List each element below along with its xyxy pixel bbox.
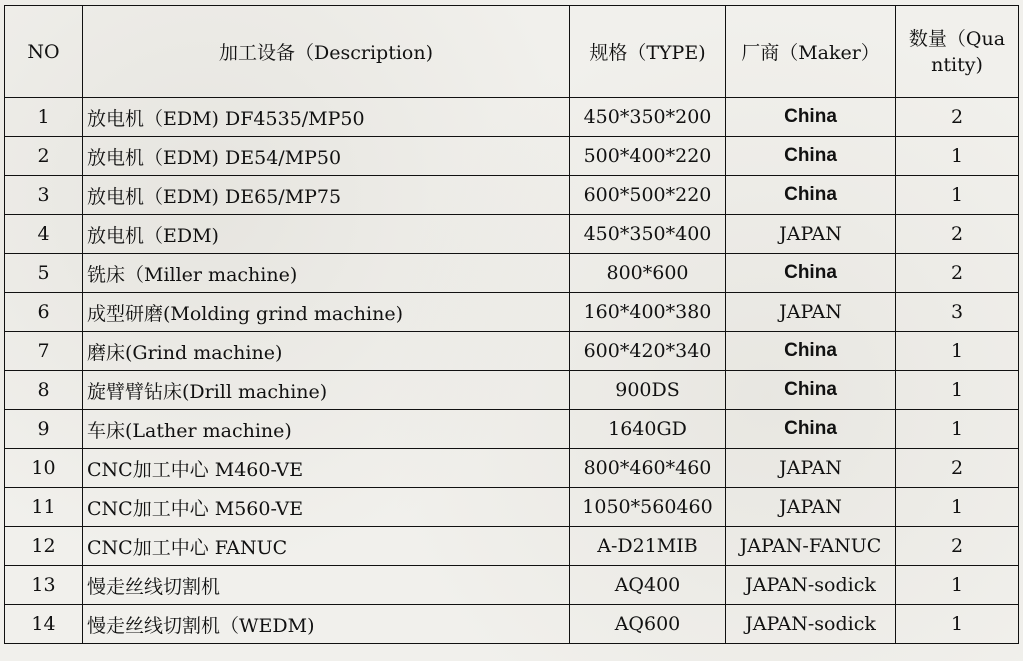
header-row bbox=[5, 6, 1019, 98]
cell-description: 磨床(Grind machine) bbox=[83, 332, 570, 371]
cell-quantity: 1 bbox=[896, 488, 1019, 527]
table-row bbox=[5, 527, 1019, 566]
cell-description: 成型研磨(Molding grind machine) bbox=[83, 293, 570, 332]
cell-type: 800*460*460 bbox=[570, 449, 726, 488]
cell-no: 3 bbox=[5, 176, 83, 215]
header-type: 规格（TYPE) bbox=[570, 6, 726, 98]
cell-type: 450*350*400 bbox=[570, 215, 726, 254]
table-row bbox=[5, 488, 1019, 527]
cell-description: 慢走丝线切割机（WEDM) bbox=[83, 605, 570, 644]
cell-no: 6 bbox=[5, 293, 83, 332]
cell-quantity: 2 bbox=[896, 527, 1019, 566]
cell-description: 放电机（EDM) DE65/MP75 bbox=[83, 176, 570, 215]
cell-maker: JAPAN-sodick bbox=[726, 566, 896, 605]
cell-no: 9 bbox=[5, 410, 83, 449]
cell-quantity: 2 bbox=[896, 449, 1019, 488]
cell-maker: JAPAN bbox=[726, 449, 896, 488]
cell-no: 1 bbox=[5, 98, 83, 137]
cell-quantity: 1 bbox=[896, 176, 1019, 215]
cell-description: CNC加工中心 M560-VE bbox=[83, 488, 570, 527]
cell-type: A-D21MIB bbox=[570, 527, 726, 566]
cell-maker: China bbox=[726, 410, 896, 449]
cell-maker: JAPAN bbox=[726, 488, 896, 527]
cell-quantity: 2 bbox=[896, 215, 1019, 254]
header-no: NO bbox=[5, 6, 83, 98]
cell-type: 900DS bbox=[570, 371, 726, 410]
cell-type: AQ600 bbox=[570, 605, 726, 644]
cell-type: AQ400 bbox=[570, 566, 726, 605]
table-row bbox=[5, 449, 1019, 488]
cell-description: 放电机（EDM) bbox=[83, 215, 570, 254]
cell-no: 11 bbox=[5, 488, 83, 527]
table-row bbox=[5, 410, 1019, 449]
table-row bbox=[5, 176, 1019, 215]
cell-type: 1050*560460 bbox=[570, 488, 726, 527]
cell-quantity: 1 bbox=[896, 605, 1019, 644]
cell-maker: JAPAN bbox=[726, 215, 896, 254]
cell-maker: China bbox=[726, 371, 896, 410]
table-row bbox=[5, 566, 1019, 605]
cell-no: 7 bbox=[5, 332, 83, 371]
cell-maker: China bbox=[726, 176, 896, 215]
table-row bbox=[5, 371, 1019, 410]
cell-type: 500*400*220 bbox=[570, 137, 726, 176]
cell-quantity: 1 bbox=[896, 137, 1019, 176]
cell-no: 13 bbox=[5, 566, 83, 605]
cell-no: 12 bbox=[5, 527, 83, 566]
cell-no: 5 bbox=[5, 254, 83, 293]
cell-type: 600*500*220 bbox=[570, 176, 726, 215]
cell-description: CNC加工中心 FANUC bbox=[83, 527, 570, 566]
cell-quantity: 2 bbox=[896, 254, 1019, 293]
cell-no: 14 bbox=[5, 605, 83, 644]
header-quantity: 数量（Quantity) bbox=[896, 6, 1019, 98]
cell-quantity: 3 bbox=[896, 293, 1019, 332]
table-row bbox=[5, 137, 1019, 176]
cell-quantity: 1 bbox=[896, 566, 1019, 605]
cell-maker: China bbox=[726, 137, 896, 176]
header-maker: 厂商（Maker） bbox=[726, 6, 896, 98]
cell-quantity: 1 bbox=[896, 332, 1019, 371]
table-row bbox=[5, 605, 1019, 644]
cell-description: 车床(Lather machine) bbox=[83, 410, 570, 449]
table-row bbox=[5, 332, 1019, 371]
cell-maker: JAPAN-sodick bbox=[726, 605, 896, 644]
cell-type: 600*420*340 bbox=[570, 332, 726, 371]
cell-type: 160*400*380 bbox=[570, 293, 726, 332]
cell-type: 1640GD bbox=[570, 410, 726, 449]
cell-quantity: 1 bbox=[896, 410, 1019, 449]
cell-maker: JAPAN-FANUC bbox=[726, 527, 896, 566]
cell-type: 450*350*200 bbox=[570, 98, 726, 137]
cell-description: 旋臂臂钻床(Drill machine) bbox=[83, 371, 570, 410]
table-row bbox=[5, 215, 1019, 254]
cell-no: 4 bbox=[5, 215, 83, 254]
table-row bbox=[5, 293, 1019, 332]
cell-description: CNC加工中心 M460-VE bbox=[83, 449, 570, 488]
table-body bbox=[5, 98, 1019, 644]
cell-no: 10 bbox=[5, 449, 83, 488]
cell-no: 2 bbox=[5, 137, 83, 176]
equipment-table bbox=[4, 5, 1019, 644]
cell-maker: China bbox=[726, 98, 896, 137]
cell-description: 放电机（EDM) DE54/MP50 bbox=[83, 137, 570, 176]
cell-maker: China bbox=[726, 332, 896, 371]
cell-no: 8 bbox=[5, 371, 83, 410]
cell-description: 铣床（Miller machine) bbox=[83, 254, 570, 293]
header-description: 加工设备（Description) bbox=[83, 6, 570, 98]
cell-description: 慢走丝线切割机 bbox=[83, 566, 570, 605]
cell-description: 放电机（EDM) DF4535/MP50 bbox=[83, 98, 570, 137]
cell-maker: China bbox=[726, 254, 896, 293]
cell-maker: JAPAN bbox=[726, 293, 896, 332]
table-row bbox=[5, 98, 1019, 137]
cell-quantity: 2 bbox=[896, 98, 1019, 137]
table-row bbox=[5, 254, 1019, 293]
cell-quantity: 1 bbox=[896, 371, 1019, 410]
cell-type: 800*600 bbox=[570, 254, 726, 293]
